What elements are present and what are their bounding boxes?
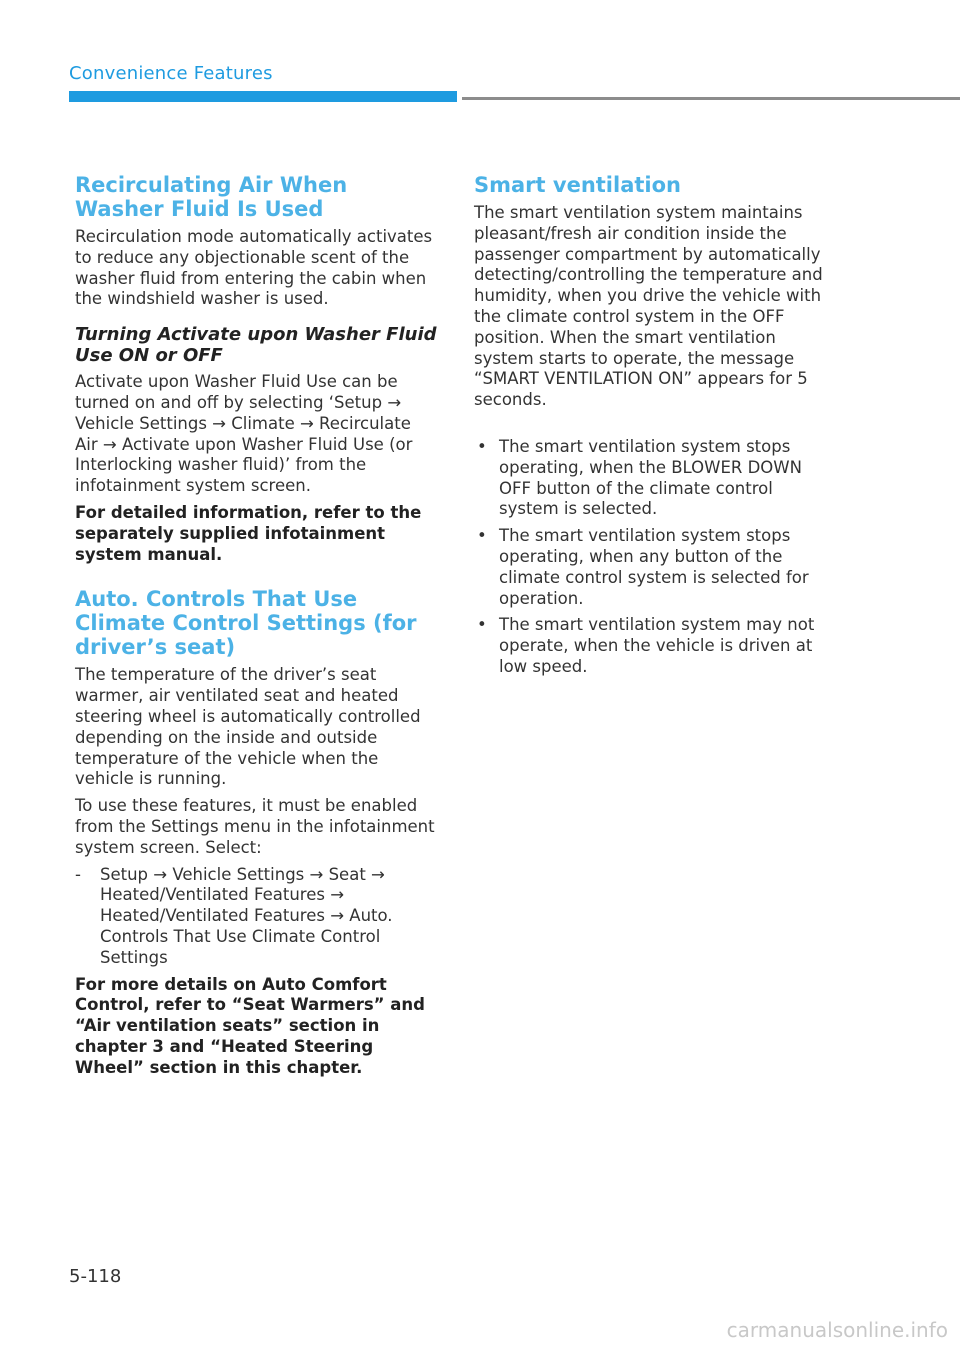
- list-item-text: The smart ventilation system stops operating, when the BLOWER DOWN OFF button of the climate control system is selected.: [499, 436, 802, 519]
- section-spacer: [75, 571, 437, 587]
- list-item: [474, 615, 834, 677]
- list-item-text: The smart ventilation system may not operate, when the vehicle is driven at low speed.: [499, 615, 815, 676]
- section-title-smart-ventilation: Smart ventilation: [474, 173, 681, 197]
- paragraph: The smart ventilation system maintains pleasant/fresh air condition inside the passenger compartment by automatically detecting/controlling the temperature and humidity, when you drive the vehicle with the climate control system in the OFF position. When the smart ventilation system starts to operate, the message “SMART VENTILATION ON” appears for 5 seconds.: [474, 203, 823, 410]
- header-accent-bar: [69, 91, 457, 102]
- paragraph: Recirculation mode automatically activates to reduce any objectionable scent of the washer fluid from entering the cabin when the windshield washer is used.: [75, 227, 433, 309]
- dash-icon: -: [75, 864, 81, 884]
- paragraph: Activate upon Washer Fluid Use can be turned on and off by selecting ‘Setup → Vehicle Settings → Climate → Recirculate Air → Activate upon Washer Fluid Use (or Interlocking washer fluid)’ from the infotainment system screen.: [75, 372, 413, 496]
- list-item-text: Setup → Vehicle Settings → Seat → Heated/Ventilated Features → Heated/Ventilated Features → Auto. Controls That Use Climate Control Settings: [100, 864, 393, 967]
- paragraph: To use these features, it must be enabled from the Settings menu in the infotainment system screen. Select:: [75, 796, 435, 857]
- note-bold: For more details on Auto Comfort Control, refer to “Seat Warmers” and “Air ventilation seats” section in chapter 3 and “Heated Steering Wheel” section in this chapter.: [75, 974, 425, 1077]
- subsection-title-washer-fluid: Turning Activate upon Washer Fluid Use ON or OFF: [75, 324, 437, 367]
- right-column: [474, 173, 834, 684]
- paragraph: The temperature of the driver’s seat warmer, air ventilated seat and heated steering wheel is automatically controlled depending on the inside and outside temperature of the vehicle when the vehicle is running.: [75, 665, 421, 789]
- list-item: [474, 526, 834, 609]
- list-item: [75, 865, 437, 969]
- left-column: [75, 173, 437, 1085]
- note-bold: For detailed information, refer to the separately supplied infotainment system manual.: [75, 502, 422, 564]
- section-title-recirculating-air: Recirculating Air When Washer Fluid Is Used: [75, 173, 348, 221]
- section-header-title: Convenience Features: [69, 63, 273, 84]
- bullet-icon: •: [477, 526, 487, 546]
- bullet-icon: •: [477, 436, 487, 456]
- watermark: carmanualsonline.info: [726, 1318, 948, 1342]
- list-item: [474, 437, 834, 520]
- header-rule: [462, 97, 960, 100]
- bullet-list: [474, 437, 834, 678]
- list-item-text: The smart ventilation system stops operating, when any button of the climate control system is selected for operation.: [499, 526, 809, 608]
- section-title-auto-controls: Auto. Controls That Use Climate Control Settings (for driver’s seat): [75, 587, 417, 660]
- page-number: 5-118: [69, 1266, 122, 1287]
- bullet-icon: •: [477, 615, 487, 635]
